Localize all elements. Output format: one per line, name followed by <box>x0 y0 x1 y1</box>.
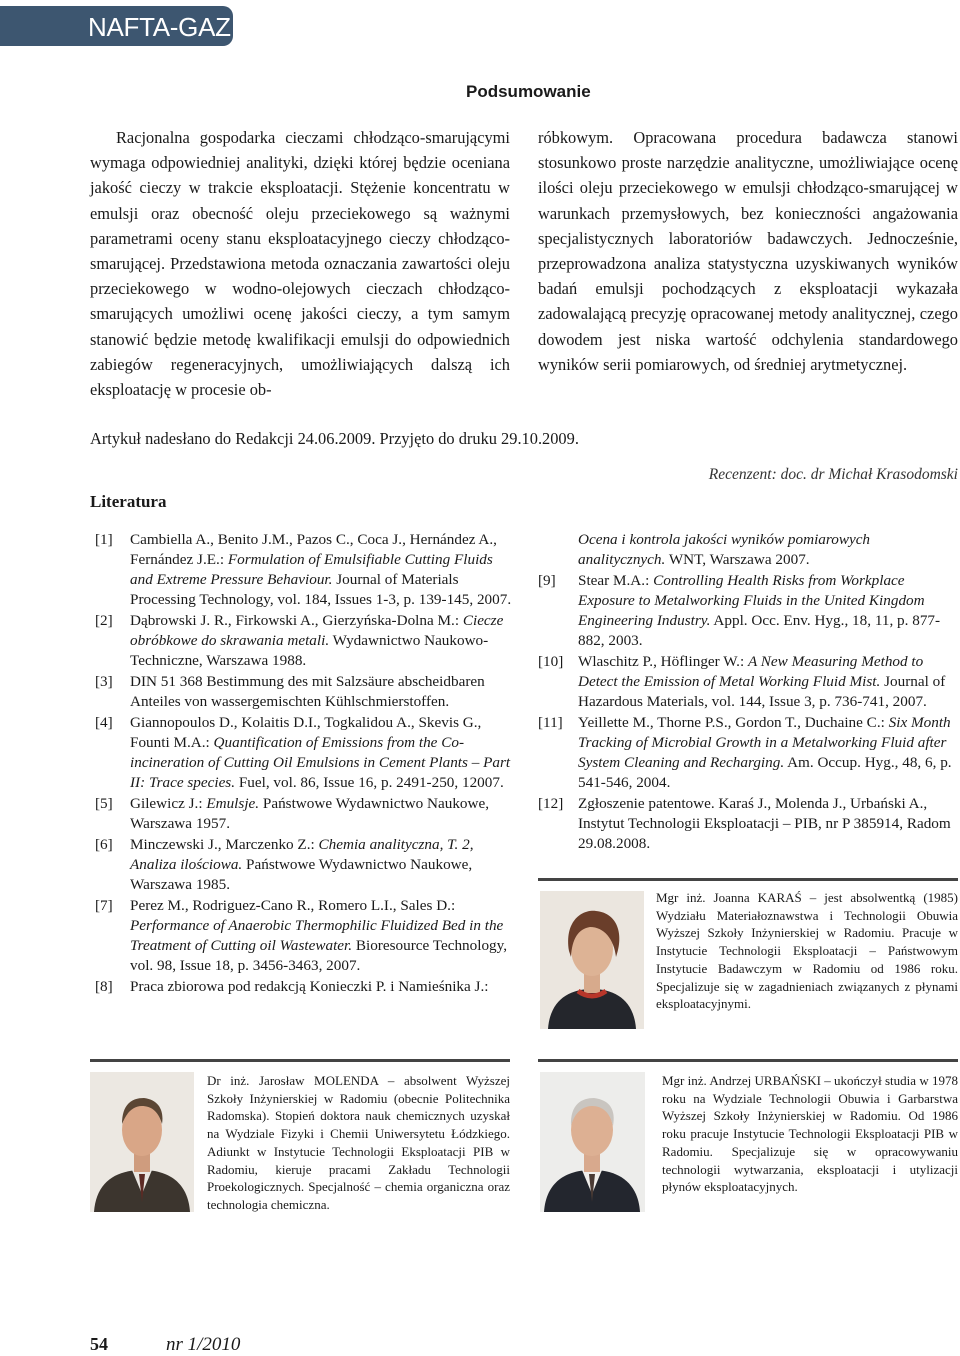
reference-item: [3] DIN 51 368 Bestimmung des mit Salzsäure abscheidbaren Anteiles von wassergemischten Kühlschmierstoffen. <box>95 673 485 710</box>
portrait-man-icon <box>90 1072 194 1212</box>
author-photo-karas <box>540 891 644 1029</box>
references-right-column <box>538 530 959 855</box>
reference-item-continued: Ocena i kontrola jakości wyników pomiarowych analitycznych. WNT, Warszawa 2007. <box>578 531 871 568</box>
author-bio-karas: Mgr inż. Joanna KARAŚ – jest absolwentką (1985) Wydziału Materiałoznawstwa i Technologii Obuwia Wyższej Szkoły Inżynierskiej w Radomiu. Pracuje w Instytucie Technologii Eksploatacji – Państwowym Instytucie Badawczym w Radomiu od 1986 roku. Specjalizuje się w zagadnieniach związanych z płynami eksploatacyjnymi. <box>656 890 958 1012</box>
submission-dates: Artykuł nadesłano do Redakcji 24.06.2009. Przyjęto do druku 29.10.2009. <box>90 429 579 448</box>
references-left-column <box>95 530 516 998</box>
author-divider <box>90 1059 510 1062</box>
issue-label: nr 1/2010 <box>166 1334 241 1355</box>
reference-item: [5] Gilewicz J.: Emulsje. Państwowe Wydawnictwo Naukowe, Warszawa 1957. <box>95 795 490 832</box>
literature-heading: Literatura <box>90 492 167 511</box>
reference-item: [4] Giannopoulos D., Kolaitis D.I., Togkalidou A., Skevis G., Founti M.A.: Quantification of Emissions from the Co-incineration of Cutting Oil Emulsions in Cement Plants – Part II: Trace species. Fuel, vol. 86, Issue 16, p. 2491-250, 12007. <box>95 714 511 791</box>
author-bio-urbanski: Mgr inż. Andrzej URBAŃSKI – ukończył studia w 1978 roku na Wydziale Technologii Obuwia i Garbarstwa Wyższej Szkoły Inżynierskiej w Radomiu. Od 1986 roku pracuje Instytucie Technologii Eksploatacji PIB w Radomiu. Specjalizuje się w opracowywaniu technologii wytwarzania, eksploatacji i utylizacji płynów eksploatacyjnych. <box>662 1073 958 1195</box>
reference-item: [9] Stear M.A.: Controlling Health Risks from Workplace Exposure to Metalworking Fluids in the United Kingdom Engineering Industry. Appl. Occ. Env. Hyg., 18, 11, p. 877-882, 2003. <box>538 572 941 649</box>
reference-item: [6] Minczewski J., Marczenko Z.: Chemia analityczna, T. 2, Analiza ilościowa. Państwowe Wydawnictwo Naukowe, Warszawa 1985. <box>95 836 474 893</box>
journal-title: NAFTA-GAZ <box>88 12 231 42</box>
portrait-woman-icon <box>540 891 644 1029</box>
author-photo-urbanski <box>540 1072 645 1212</box>
summary-left-column <box>90 125 510 402</box>
author-bio-molenda: Dr inż. Jarosław MOLENDA – absolwent Wyższej Szkoły Inżynierskiej w Radomiu (obecnie Politechnika Radomska). Stopień doktora nauk chemicznych uzyskał na Wydziale Fizyki i Chemii Uniwersytetu Łódzkiego. Adiunkt w Instytucie Technologii Eksploatacji PIB w Radomiu, kieruje pracami Zakładu Technologii Proekologicznych. Specjalność – chemia organiczna oraz technologia chemiczna. <box>207 1073 510 1212</box>
summary-right-column <box>538 125 958 377</box>
reviewer-note: Recenzent: doc. dr Michał Krasodomski <box>708 466 958 483</box>
author-divider <box>538 1059 958 1062</box>
reference-item: [11] Yeillette M., Thorne P.S., Gordon T., Duchaine C.: Six Month Tracking of Microbial Growth in a Metalworking Fluid after System Cleaning and Recharging. Am. Occup. Hyg., 48, 6, p. 541-546, 2004. <box>538 714 952 791</box>
author-photo-molenda <box>90 1072 194 1212</box>
reference-item: [12] Zgłoszenie patentowe. Karaś J., Molenda J., Urbański A., Instytut Technologii Eksploatacji – PIB, nr P 385914, Radom 29.08.2008. <box>538 795 951 852</box>
reference-item: [8] Praca zbiorowa pod redakcją Konieczki P. i Namieśnika J.: <box>95 978 489 995</box>
summary-paragraph-left: Racjonalna gospodarka cieczami chłodząco-smarującymi wymaga odpowiedniej analityki, dzięki której będzie oceniana jakość cieczy w trakcie eksploatacji. Stężenie koncentratu w emulsji oraz obecność oleju przeciekowego są ważnymi parametrami oceny stanu eksploatacyjnego cieczy chłodząco-smarującej. Przedstawiona metoda oznaczania zawartości oleju przeciekowego w wodno-olejowych cieczach chłodząco-smarujących umożliwi ocenę jakości cieczy, a tym samym stanowić będzie metodę kwalifikacji emulsji do odpowiednich zabiegów regeneracyjnych, umożliwiających dalszą ich eksploatację w procesie ob- <box>90 128 510 400</box>
author-divider <box>538 878 958 881</box>
reference-item: [1] Cambiella A., Benito J.M., Pazos C., Coca J., Hernández A., Fernández J.E.: Formulation of Emulsifiable Cutting Fluids and Extreme Pressure Behaviour. Journal of Materials Processing Technology, vol. 184, Issues 1-3, p. 139-145, 2007. <box>95 531 512 608</box>
reference-item: [2] Dąbrowski J. R., Firkowski A., Gierzyńska-Dolna M.: Ciecze obróbkowe do skrawania metali. Wydawnictwo Naukowo-Techniczne, Warszawa 1988. <box>95 612 504 669</box>
section-heading: Podsumowanie <box>466 82 591 101</box>
summary-paragraph-right: róbkowym. Opracowana procedura badawcza stanowi stosunkowo proste narzędzie analityczne, umożliwiające ocenę ilości oleju przeciekowego w emulsji chłodząco-smarującej w warunkach przemysłowych, bez konieczności angażowania specjalistycznych laboratoriów badawczych. Jednocześnie, przeprowadzona analiza statystyczna uzyskiwanych wyników badań emulsji pochodzących z eksploatacji wykazała zadowalającą precyzję opracowanej metody analitycznej, czego dowodem jest niska wartość odchylenia standardowego wyników serii pomiarowych, od średniej arytmetycznej. <box>538 128 958 374</box>
reference-item: [10] Wlaschitz P., Höflinger W.: A New Measuring Method to Detect the Emission of Metal Working Fluid Mist. Journal of Hazardous Materials, vol. 144, Issue 3, p. 736-741, 2007. <box>538 653 946 710</box>
portrait-man-icon <box>540 1072 645 1212</box>
page-number: 54 <box>90 1334 108 1354</box>
reference-item: [7] Perez M., Rodriguez-Cano R., Romero L.I., Sales D.: Performance of Anaerobic Thermophilic Fluidized Bed in the Treatment of Cutting oil Wastewater. Bioresource Technology, vol. 98, Issue 18, p. 3456-3463, 2007. <box>95 897 508 974</box>
